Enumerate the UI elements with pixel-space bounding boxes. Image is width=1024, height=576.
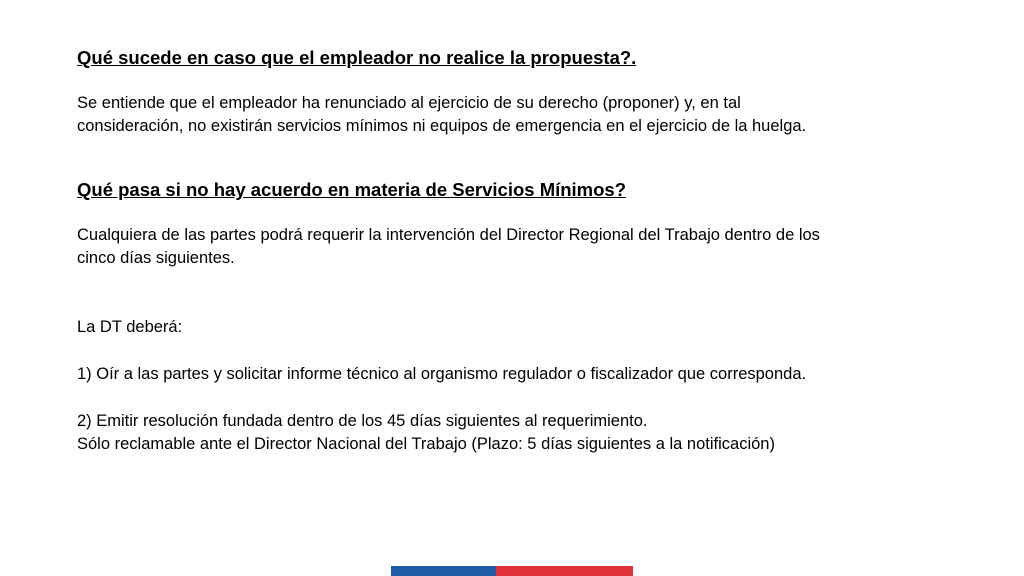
paragraph-no-agreement-line2: cinco días siguientes. [77, 249, 235, 267]
heading-no-proposal: Qué sucede en caso que el empleador no realice la propuesta?. [77, 47, 637, 68]
heading-no-agreement: Qué pasa si no hay acuerdo en materia de Servicios Mínimos? [77, 179, 627, 200]
flag-blue-stripe [391, 566, 496, 576]
dt-item-2: 2) Emitir resolución fundada dentro de los 45 días siguientes al requerimiento. [77, 412, 648, 430]
flag-red-stripe [496, 566, 633, 576]
paragraph-no-proposal-line1: Se entiende que el empleador ha renunciado al ejercicio de su derecho (proponer) y, en tal [77, 94, 741, 112]
dt-item-1: 1) Oír a las partes y solicitar informe técnico al organismo regulador o fiscalizador que corresponda. [77, 365, 807, 383]
brand-flag-bar [391, 566, 633, 576]
paragraph-no-proposal-line2: consideración, no existirán servicios mínimos ni equipos de emergencia en el ejercicio de la huelga. [77, 117, 807, 135]
dt-item-2-note: Sólo reclamable ante el Director Nacional del Trabajo (Plazo: 5 días siguientes a la notificación) [77, 435, 775, 453]
paragraph-no-agreement-line1: Cualquiera de las partes podrá requerir la intervención del Director Regional del Trabajo dentro de los [77, 226, 820, 244]
slide-content [77, 46, 977, 456]
dt-intro: La DT deberá: [77, 318, 183, 336]
